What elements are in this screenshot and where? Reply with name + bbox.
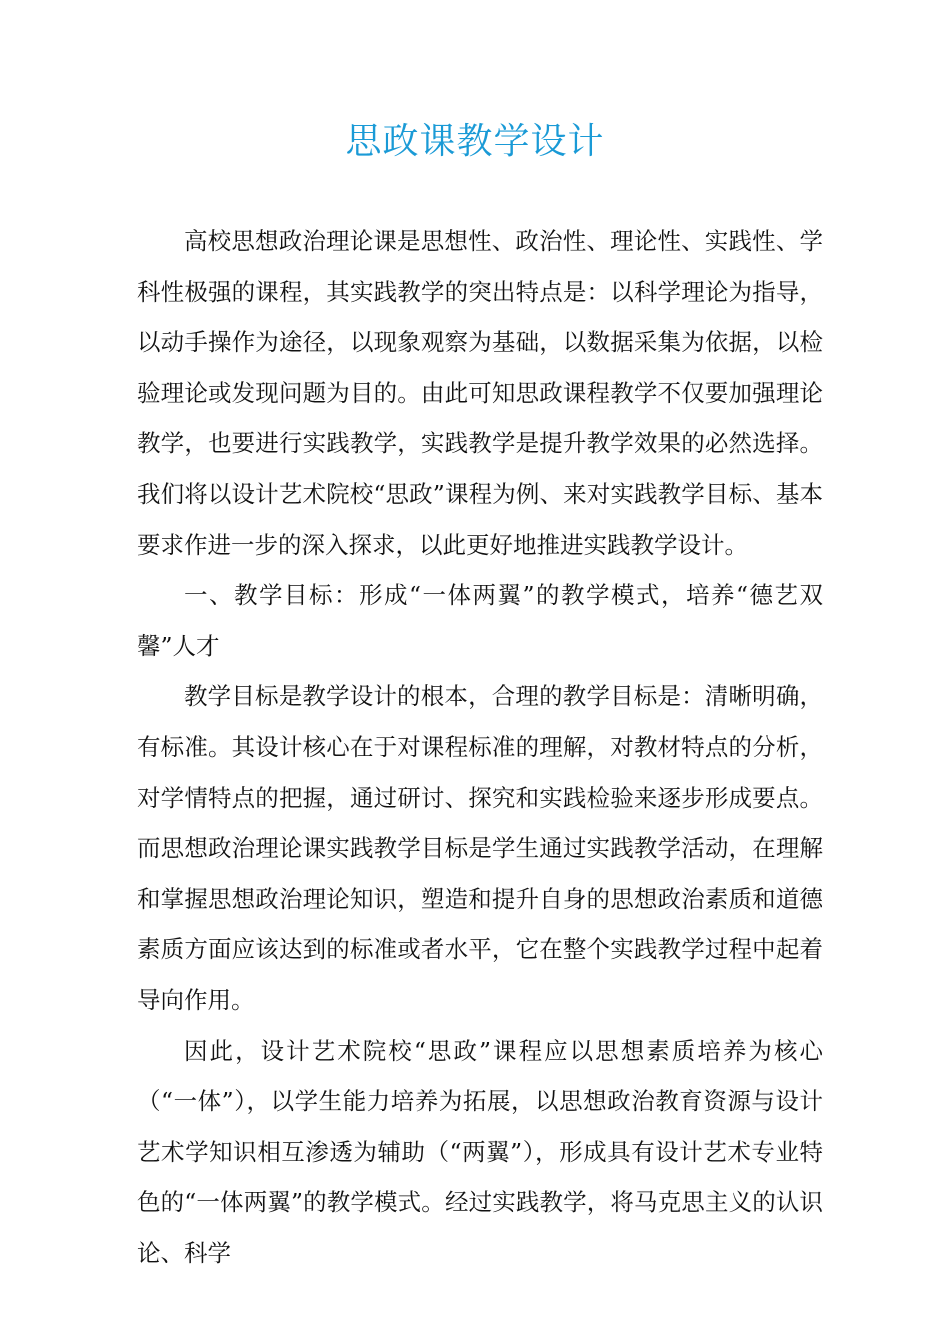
paragraph-intro: 高校思想政治理论课是思想性、政治性、理论性、实践性、学科性极强的课程，其实践教学的突出特点是：以科学理论为指导，以动手操作为途径，以现象观察为基础，以数据采集为依据，以检验理论或发现问题为目的。由此可知思政课程教学不仅要加强理论教学，也要进行实践教学，实践教学是提升教学效果的必然选择。我们将以设计艺术院校“思政”课程为例、来对实践教学目标、基本要求作进一步的深入探求，以此更好地推进实践教学设计。 <box>137 227 823 559</box>
document-title: 思政课教学设计 <box>345 121 605 162</box>
section-heading-teaching-goal: 一、教学目标：形成“一体两翼”的教学模式，培养“德艺双馨”人才 <box>137 581 823 660</box>
paragraph-therefore: 因此，设计艺术院校“思政”课程应以思想素质培养为核心（“一体”），以学生能力培养为拓展，以思想政治教育资源与设计艺术学知识相互渗透为辅助（“两翼”），形成具有设计艺术专业特色的“一体两翼”的教学模式。经过实践教学，将马克思主义的认识论、科学 <box>137 1036 823 1267</box>
paragraph-teaching-goal: 教学目标是教学设计的根本，合理的教学目标是：清晰明确，有标准。其设计核心在于对课程标准的理解，对教材特点的分析，对学情特点的把握，通过研讨、探究和实践检验来逐步形成要点。而思想政治理论课实践教学目标是学生通过实践教学活动，在理解和掌握思想政治理论知识，塑造和提升自身的思想政治素质和道德素质方面应该达到的标准或者水平，它在整个实践教学过程中起着导向作用。 <box>137 682 823 1014</box>
document-body <box>137 216 823 1278</box>
